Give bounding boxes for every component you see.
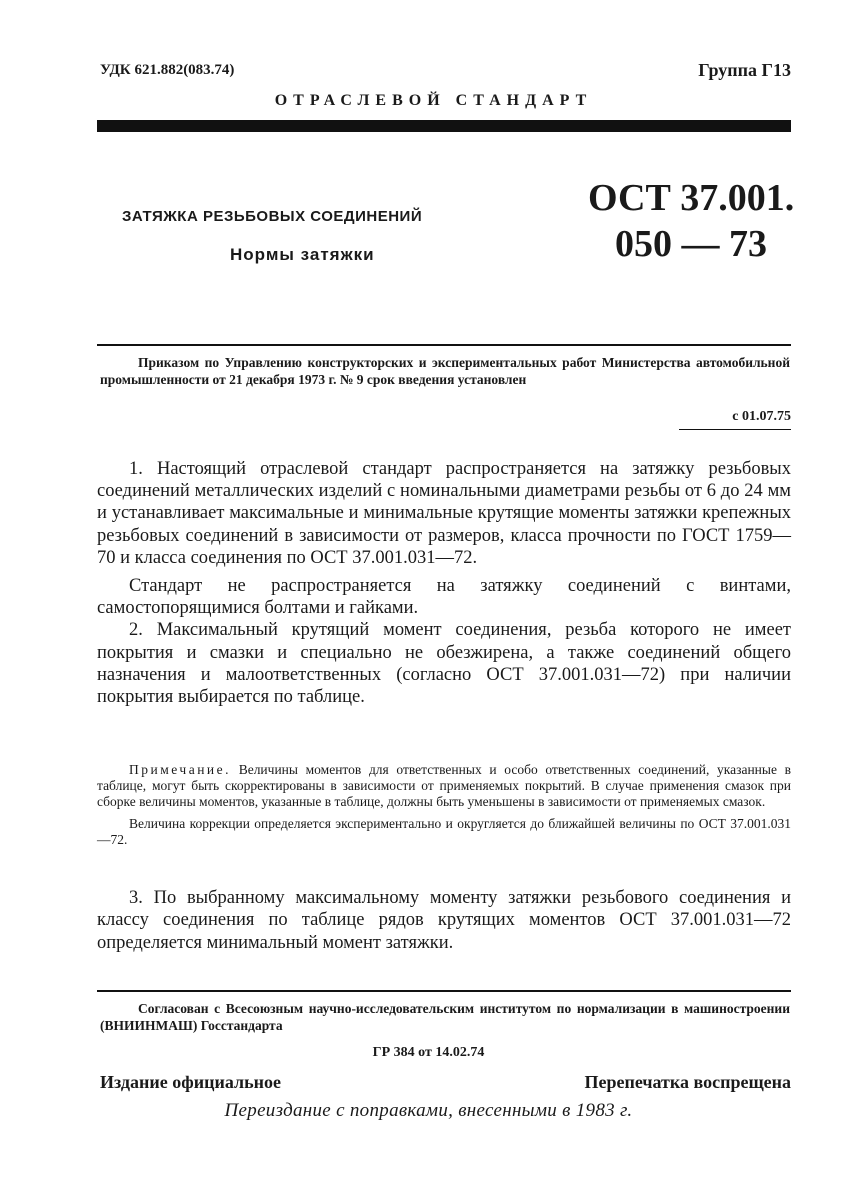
- note-1-text: Величины моментов для ответственных и особо ответственных соединений, указанные в таблице, могут быть скорректированы в зависимости от применяемых покрытий. В случае применения смазок при сборке величины моментов, указанные в таблице, должны быть уменьшены в зависимости от применяемых смазок.: [97, 762, 792, 809]
- document-subtitle: Нормы затяжки: [230, 245, 375, 264]
- reissue-note: Переиздание с поправками, внесенными в 1983 г.: [224, 1100, 633, 1121]
- agreement-text: Согласован с Всесоюзным научно-исследовательским институтом по нормализации в машиностроении (ВНИИНМАШ) Госстандарта: [100, 1001, 790, 1033]
- main-body: [97, 458, 791, 708]
- note-1: [97, 762, 791, 810]
- udk-code: УДК 621.882(083.74): [100, 62, 235, 78]
- registration-number: ГР 384 от 14.02.74: [372, 1045, 485, 1060]
- header-thick-rule: [97, 120, 791, 132]
- notes-block: [97, 762, 791, 848]
- edition-label: Издание официальное: [100, 1072, 281, 1092]
- document-title: ЗАТЯЖКА РЕЗЬБОВЫХ СОЕДИНЕНИЙ: [122, 208, 423, 225]
- effective-date: с 01.07.75: [732, 409, 791, 424]
- group-code: Группа Г13: [698, 60, 791, 80]
- effective-date-underline: [679, 429, 791, 430]
- paragraph-3-block: [97, 887, 791, 954]
- paragraph-1: 1. Настоящий отраслевой стандарт распространяется на затяжку резьбовых соединений металлических изделий с номинальными диаметрами резьбы от 6 до 24 мм и устанавливает максимальные и минимальные крутящие моменты затяжки крепежных резьбовых соединений в зависимости от размеров, класса прочности по ГОСТ 1759—70 и класса соединения по ОСТ 37.001.031—72.: [97, 459, 791, 568]
- paragraph-2: 2. Максимальный крутящий момент соединения, резьба которого не имеет покрытия и смазки и специально не обезжирена, а также соединений общего назначения и малоответственных (согласно ОСТ 37.001.031—72) при наличии покрытия выбирается по таблице.: [97, 620, 791, 708]
- paragraph-1b: Стандарт не распространяется на затяжку соединений с винтами, самостопорящимися болтами и гайками.: [97, 576, 791, 619]
- note-2: Величина коррекции определяется экспериментально и округляется до ближайшей величины по ОСТ 37.001.031—72.: [97, 816, 791, 847]
- standard-type-heading: ОТРАСЛЕВОЙ СТАНДАРТ: [274, 92, 593, 109]
- standard-code-line2: 050 — 73: [615, 223, 767, 265]
- order-text: Приказом по Управлению конструкторских и экспериментальных работ Министерства автомобильной промышленности от 21 декабря 1973 г. № 9 срок введения установлен: [100, 355, 790, 387]
- reprint-notice: Перепечатка воспрещена: [584, 1072, 791, 1092]
- footer-rule: [97, 990, 791, 992]
- standard-code-line1: ОСТ 37.001.: [588, 177, 795, 219]
- paragraph-3: 3. По выбранному максимальному моменту затяжки резьбового соединения и классу соединения по таблице рядов крутящих моментов ОСТ 37.001.031—72 определяется минимальный момент затяжки.: [97, 888, 791, 953]
- note-label: Примечание.: [129, 762, 232, 777]
- order-top-rule: [97, 344, 791, 346]
